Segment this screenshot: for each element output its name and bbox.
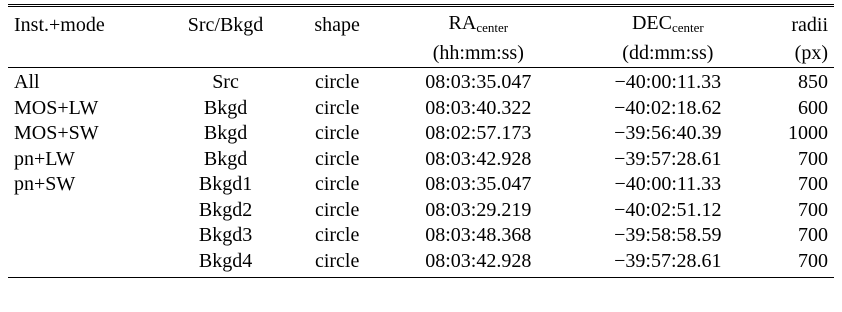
cell-ra: 08:03:40.322 — [425, 96, 532, 119]
table-row — [8, 198, 834, 224]
cell-shape: circle — [314, 224, 360, 246]
cell-radius: 700 — [763, 249, 834, 278]
table-row — [8, 121, 834, 147]
header-dec-main: DEC — [631, 12, 672, 34]
header-src-unit-empty — [160, 41, 291, 68]
header-dec — [573, 6, 763, 41]
cell-shape: circle — [314, 71, 360, 93]
cell-src: Bkgd2 — [198, 198, 253, 221]
cell-inst — [8, 249, 160, 278]
cell-inst: pn+LW — [14, 147, 75, 170]
header-row-2 — [8, 41, 834, 68]
cell-dec: −39:56:40.39 — [614, 122, 722, 144]
header-row-1 — [8, 6, 834, 41]
cell-dec: −40:02:18.62 — [614, 96, 722, 119]
cell-dec: −40:00:11.33 — [614, 173, 722, 195]
cell-shape: circle — [291, 249, 384, 278]
table-row — [8, 96, 834, 122]
header-shape: shape — [291, 6, 384, 41]
table-row — [8, 68, 834, 96]
header-radii-unit: (px) — [763, 41, 834, 68]
cell-ra: 08:02:57.173 — [425, 122, 532, 144]
header-dec-sub: center — [671, 20, 704, 35]
cell-shape: circle — [314, 147, 360, 170]
cell-dec: −40:02:51.12 — [614, 198, 722, 221]
header-inst-mode: Inst.+mode — [8, 6, 160, 41]
cell-radius: 700 — [798, 224, 828, 246]
cell-inst — [8, 198, 160, 224]
cell-inst: All — [14, 71, 40, 93]
header-inst-unit-empty — [8, 41, 160, 68]
table-header — [8, 6, 834, 68]
table-row — [8, 223, 834, 249]
table-row — [8, 172, 834, 198]
cell-ra: 08:03:35.047 — [425, 173, 532, 195]
cell-shape: circle — [314, 96, 360, 119]
cell-radius: 700 — [798, 198, 828, 221]
cell-inst — [8, 223, 160, 249]
cell-src: Src — [212, 71, 239, 93]
region-table-container — [8, 4, 834, 278]
cell-src: Bkgd1 — [198, 173, 253, 195]
header-src-bkgd: Src/Bkgd — [160, 6, 291, 41]
cell-radius: 850 — [798, 71, 828, 93]
cell-src: Bkgd — [203, 147, 248, 170]
cell-shape: circle — [314, 198, 360, 221]
cell-inst: pn+SW — [14, 173, 76, 195]
table-row — [8, 147, 834, 173]
cell-radius: 700 — [798, 147, 828, 170]
header-ra — [384, 6, 574, 41]
cell-src: Bkgd — [203, 96, 248, 119]
cell-ra: 08:03:42.928 — [425, 147, 532, 170]
region-table — [8, 4, 834, 278]
cell-dec: −39:58:58.59 — [614, 224, 722, 246]
header-ra-unit: (hh:mm:ss) — [384, 41, 574, 68]
header-ra-main: RA — [448, 12, 477, 34]
cell-src: Bkgd — [203, 122, 248, 144]
table-body — [8, 68, 834, 278]
cell-inst: MOS+SW — [14, 122, 99, 144]
header-shape-unit-empty — [291, 41, 384, 68]
header-radii: radii — [763, 6, 834, 41]
cell-ra: 08:03:42.928 — [384, 249, 574, 278]
cell-dec: −40:00:11.33 — [614, 71, 722, 93]
cell-radius: 600 — [798, 96, 828, 119]
cell-ra: 08:03:29.219 — [425, 198, 532, 221]
header-dec-unit: (dd:mm:ss) — [573, 41, 763, 68]
cell-radius: 700 — [798, 173, 828, 195]
cell-inst: MOS+LW — [14, 96, 99, 119]
cell-shape: circle — [314, 122, 360, 144]
cell-ra: 08:03:48.368 — [425, 224, 532, 246]
cell-radius: 1000 — [788, 122, 828, 144]
cell-dec: −39:57:28.61 — [573, 249, 763, 278]
header-ra-sub: center — [476, 20, 509, 35]
cell-ra: 08:03:35.047 — [425, 71, 532, 93]
table-row — [8, 249, 834, 278]
cell-src: Bkgd4 — [160, 249, 291, 278]
cell-dec: −39:57:28.61 — [614, 147, 722, 170]
cell-shape: circle — [314, 173, 360, 195]
cell-src: Bkgd3 — [198, 224, 253, 246]
